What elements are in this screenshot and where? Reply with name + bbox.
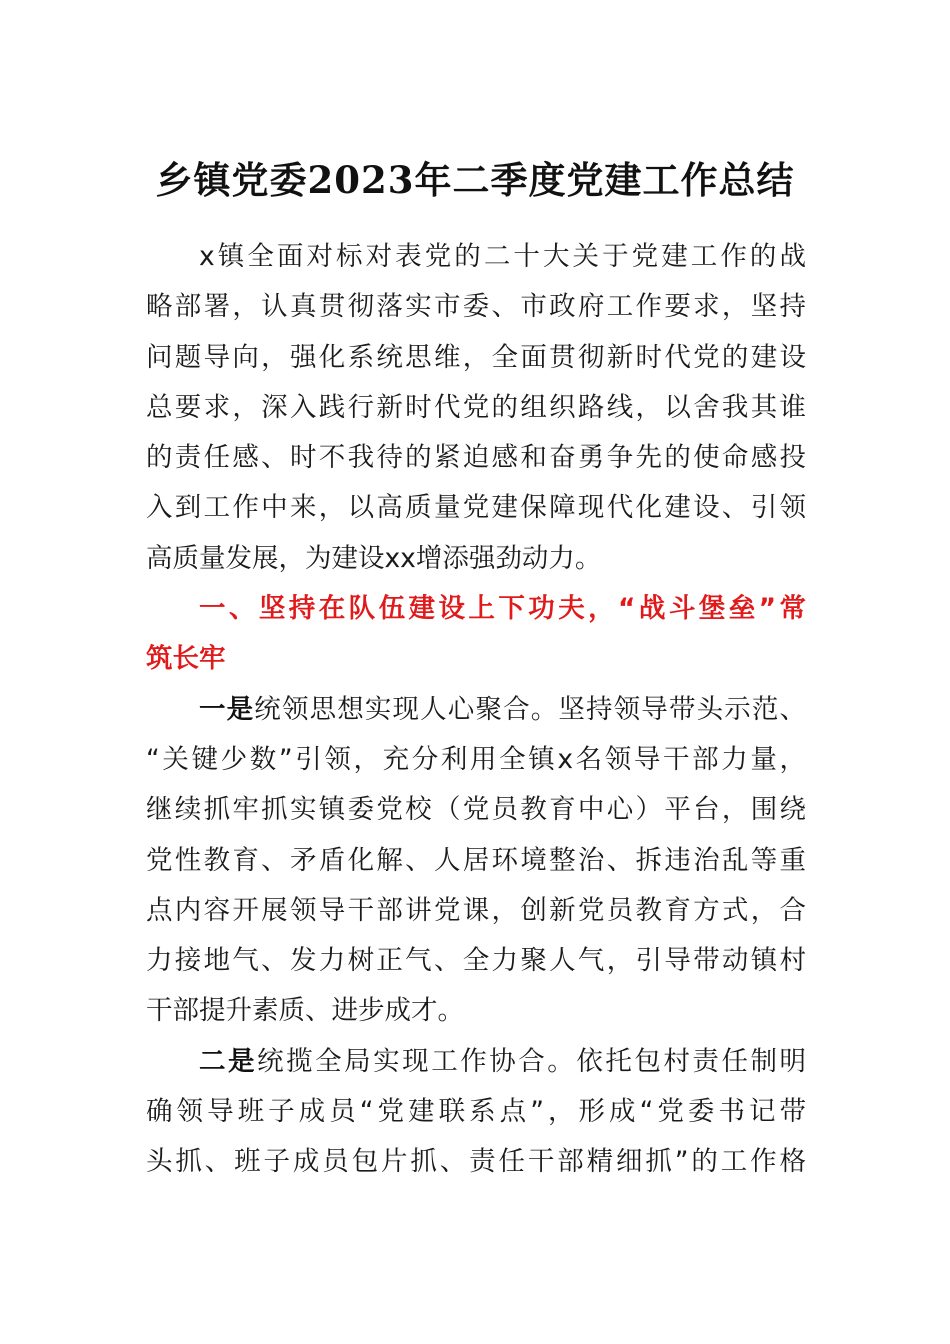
text-line: 点内容开展领导干部讲党课，创新党员教育方式，合 (146, 894, 806, 926)
heading-line: 一、坚持在队伍建设上下功夫，“战斗堡垒”常 (199, 593, 806, 625)
text-line: “关键少数”引领，充分利用全镇x名领导干部力量， (146, 743, 806, 775)
text-line: 干部提升素质、进步成才。 (146, 995, 464, 1027)
text-line: 总要求，深入践行新时代党的组织路线，以舍我其谁 (146, 391, 806, 423)
heading-line: 筑长牢 (146, 643, 226, 675)
paragraph-lead: 一是 (199, 693, 255, 725)
text-line: 略部署，认真贯彻落实市委、市政府工作要求，坚持 (146, 291, 806, 323)
text-fragment: 统领思想实现人心聚合。坚持领导带头示范、 (254, 693, 807, 725)
paragraph-lead: 二是 (199, 1045, 258, 1077)
text-line: 力接地气、发力树正气、全力聚人气，引导带动镇村 (146, 945, 806, 977)
text-line: 的责任感、时不我待的紧迫感和奋勇争先的使命感投 (146, 442, 806, 474)
intro-paragraph (146, 232, 806, 584)
document-body (146, 232, 806, 1188)
text-line: 问题导向，强化系统思维，全面贯彻新时代党的建设 (146, 341, 806, 373)
text-line (146, 1037, 806, 1087)
text-line: 头抓、班子成员包片抓、责任干部精细抓”的工作格 (146, 1146, 806, 1178)
text-line (146, 685, 806, 735)
section-heading (146, 584, 806, 685)
text-line: 继续抓牢抓实镇委党校（党员教育中心）平台，围绕 (146, 794, 806, 826)
text-line: 高质量发展，为建设xx增添强劲动力。 (146, 542, 602, 574)
text-line: 党性教育、矛盾化解、人居环境整治、拆违治乱等重 (146, 844, 806, 876)
paragraph-one (146, 685, 806, 1037)
paragraph-two (146, 1037, 806, 1188)
text-fragment: 统揽全局实现工作协合。依托包村责任制明 (257, 1045, 807, 1077)
text-line: 确领导班子成员“党建联系点”，形成“党委书记带 (146, 1096, 806, 1128)
document-title: 乡镇党委2023年二季度党建工作总结 (155, 158, 795, 202)
text-line: 入到工作中来，以高质量党建保障现代化建设、引领 (146, 492, 806, 524)
text-line: x镇全面对标对表党的二十大关于党建工作的战 (199, 241, 806, 272)
